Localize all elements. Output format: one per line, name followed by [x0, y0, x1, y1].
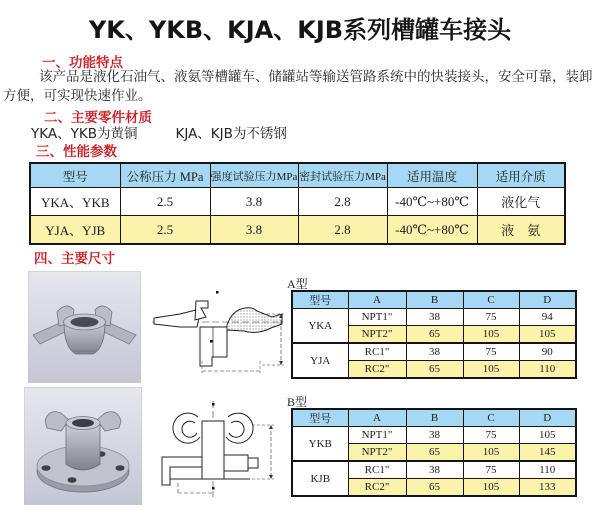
- type-a-section-drawing: [150, 283, 288, 378]
- cell-model: KJB: [292, 461, 348, 496]
- cell-a: NPT2": [348, 444, 406, 462]
- materials-brass: YKA、YKB为黄铜: [31, 126, 138, 142]
- col-header-strength-test: 强度试验压力MPa: [210, 163, 298, 188]
- cell-c: 75: [463, 427, 519, 444]
- col-header-model: 型号: [292, 409, 348, 427]
- table-row: [292, 427, 576, 444]
- table-row: [292, 461, 576, 479]
- cell-a: NPT2": [348, 326, 406, 344]
- cell-a: RC1": [348, 343, 406, 361]
- col-header-medium: 适用介质: [477, 163, 565, 188]
- cell-strength: 3.8: [210, 188, 298, 216]
- cell-a: NPT1": [348, 427, 406, 444]
- type-b-label: B型: [287, 395, 308, 409]
- cell-strength: 3.8: [210, 216, 298, 245]
- cell-c: 75: [463, 309, 519, 326]
- materials-stainless: KJA、KJB为不锈钢: [175, 126, 287, 142]
- section-heading-dimensions: 四、主要尺寸: [34, 251, 115, 267]
- col-header-c: C: [463, 409, 519, 427]
- table-row: [292, 309, 576, 326]
- materials-line: [31, 122, 287, 142]
- cell-c: 105: [463, 444, 519, 462]
- cell-d: 133: [519, 479, 576, 497]
- cell-seal: 2.8: [298, 216, 387, 245]
- type-a-dimension-table: [291, 290, 577, 379]
- cell-d: 94: [519, 309, 576, 326]
- cell-temp: -40℃~+80℃: [387, 216, 477, 245]
- section-heading-features: 一、功能特点: [42, 55, 123, 71]
- col-header-temperature: 适用温度: [387, 163, 477, 188]
- cell-seal: 2.8: [298, 188, 387, 216]
- col-header-d: D: [519, 291, 576, 309]
- cell-c: 105: [463, 326, 519, 344]
- cell-b: 65: [406, 361, 463, 379]
- cell-a: RC2": [348, 361, 406, 379]
- cell-b: 65: [406, 479, 463, 497]
- cell-temp: -40℃~+80℃: [387, 188, 477, 216]
- cell-b: 65: [406, 444, 463, 462]
- cell-medium: 液化气: [477, 188, 565, 216]
- table-row: [30, 188, 565, 216]
- col-header-nominal-pressure: 公称压力 MPa: [120, 163, 210, 188]
- type-b-flanged-coupling-photo: [24, 387, 142, 505]
- cell-model: YJA: [292, 343, 348, 378]
- cell-d: 145: [519, 444, 576, 462]
- section-heading-materials: 二、主要零件材质: [44, 110, 152, 126]
- type-b-dimension-table: [291, 408, 577, 497]
- cell-nominal: 2.5: [120, 216, 210, 245]
- section-heading-performance: 三、性能参数: [36, 144, 117, 160]
- cell-b: 38: [406, 343, 463, 361]
- col-header-d: D: [519, 409, 576, 427]
- cell-d: 105: [519, 427, 576, 444]
- cell-d: 110: [519, 461, 576, 479]
- cell-b: 38: [406, 309, 463, 326]
- page-title: YK、YKB、KJA、KJB系列槽罐车接头: [88, 16, 512, 44]
- cell-a: NPT1": [348, 309, 406, 326]
- col-header-b: B: [406, 291, 463, 309]
- cell-b: 38: [406, 427, 463, 444]
- type-a-label: A型: [287, 277, 308, 291]
- type-b-section-drawing: [152, 397, 288, 501]
- col-header-model: 型号: [292, 291, 348, 309]
- cell-model: YKA、YKB: [30, 188, 120, 216]
- cell-d: 90: [519, 343, 576, 361]
- col-header-b: B: [406, 409, 463, 427]
- cell-d: 105: [519, 326, 576, 344]
- type-a-coupling-photo: [28, 271, 141, 383]
- table-row: [30, 216, 565, 245]
- table-row: [292, 343, 576, 361]
- cell-b: 38: [406, 461, 463, 479]
- cell-medium: 液 氨: [477, 216, 565, 245]
- cell-c: 105: [463, 479, 519, 497]
- cell-nominal: 2.5: [120, 188, 210, 216]
- cell-c: 75: [463, 461, 519, 479]
- col-header-a: A: [348, 409, 406, 427]
- cell-model: YKB: [292, 427, 348, 462]
- cell-b: 65: [406, 326, 463, 344]
- cell-a: RC2": [348, 479, 406, 497]
- cell-model: YKA: [292, 309, 348, 344]
- dimension-header-row: [292, 291, 576, 309]
- cell-model: YJA、YJB: [30, 216, 120, 245]
- col-header-a: A: [348, 291, 406, 309]
- features-paragraph: 该产品是液化石油气、液氨等槽罐车、储罐站等输送管路系统中的快装接头，安全可靠，装卸方便，可实现快速作业。: [3, 69, 593, 104]
- col-header-c: C: [463, 291, 519, 309]
- col-header-seal-test: 密封试验压力MPa: [298, 163, 387, 188]
- cell-d: 110: [519, 361, 576, 379]
- performance-table: [29, 162, 566, 245]
- cell-c: 75: [463, 343, 519, 361]
- cell-c: 105: [463, 361, 519, 379]
- cell-a: RC1": [348, 461, 406, 479]
- dimension-header-row: [292, 409, 576, 427]
- performance-header-row: [30, 163, 565, 188]
- col-header-model: 型号: [30, 163, 120, 188]
